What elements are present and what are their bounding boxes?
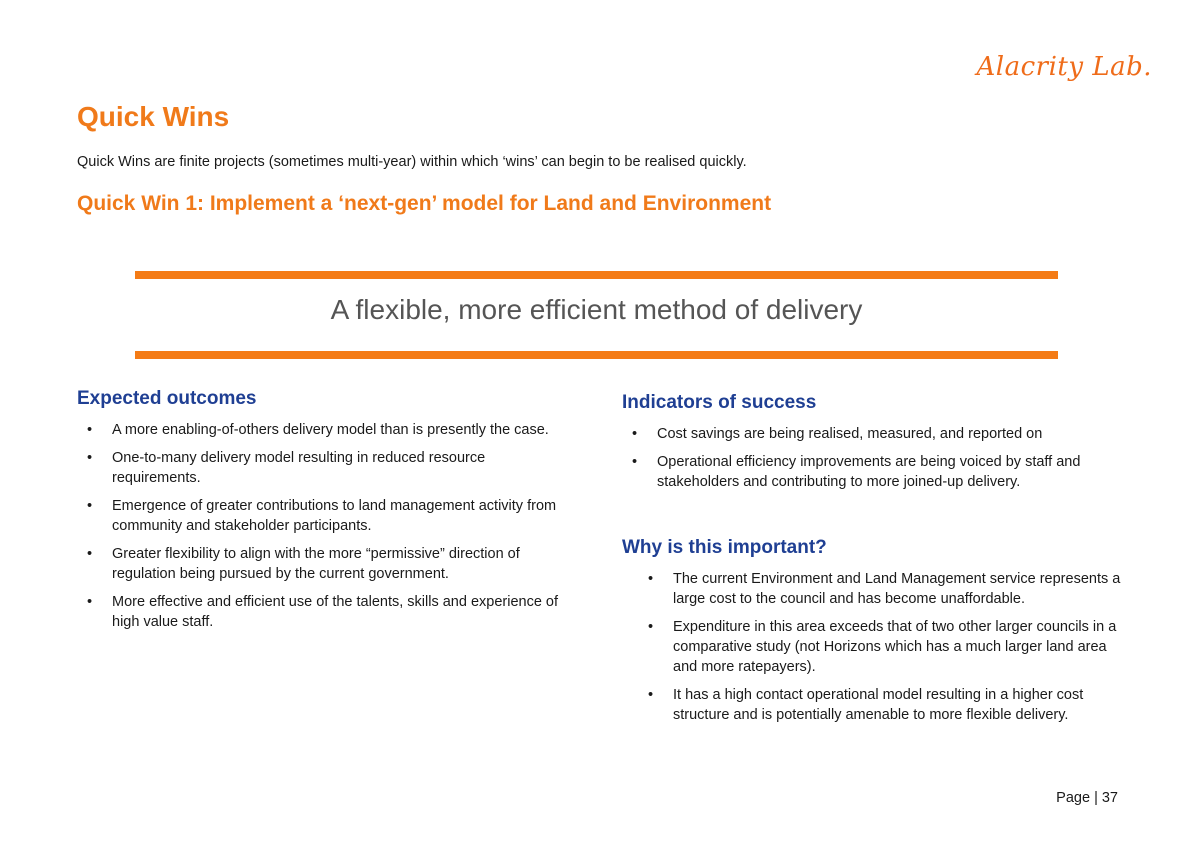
bullet-icon: • xyxy=(632,426,638,442)
list-item xyxy=(77,496,577,536)
bullet-icon: • xyxy=(648,687,654,703)
indicators-section xyxy=(622,392,1132,500)
why-important-list xyxy=(622,569,1132,725)
list-item-text: The current Environment and Land Management service represents a large cost to the council and has become unaffordable. xyxy=(673,571,1121,607)
bullet-icon: • xyxy=(632,454,638,470)
list-item-text: Cost savings are being realised, measured, and reported on xyxy=(657,426,1043,442)
list-item-text: It has a high contact operational model resulting in a higher cost structure and is potentially amenable to more flexible delivery. xyxy=(673,687,1084,723)
bullet-icon: • xyxy=(648,571,654,587)
quick-win-title: Quick Win 1: Implement a ‘next-gen’ model for Land and Environment xyxy=(77,192,772,215)
bullet-icon: • xyxy=(648,619,654,635)
banner-top-rule xyxy=(135,271,1058,279)
list-item xyxy=(622,617,1132,677)
list-item xyxy=(622,685,1132,725)
intro-text: Quick Wins are finite projects (sometimes multi-year) within which ‘wins’ can begin to be realised quickly. xyxy=(77,154,747,170)
why-important-heading: Why is this important? xyxy=(622,537,827,558)
list-item xyxy=(77,544,577,584)
why-important-section xyxy=(622,537,1132,733)
list-item xyxy=(622,452,1132,492)
bullet-icon: • xyxy=(87,594,93,610)
list-item-text: A more enabling-of-others delivery model than is presently the case. xyxy=(112,422,549,438)
list-item-text: Operational efficiency improvements are being voiced by staff and stakeholders and contributing to more joined-up delivery. xyxy=(657,454,1081,490)
list-item xyxy=(77,420,577,440)
list-item-text: Greater flexibility to align with the more “permissive” direction of regulation being pursued by the current government. xyxy=(112,546,520,582)
alacrity-lab-logo: Alacrity Lab. xyxy=(976,52,1152,82)
expected-outcomes-list xyxy=(77,420,577,632)
list-item-text: One-to-many delivery model resulting in reduced resource requirements. xyxy=(112,450,486,486)
bullet-icon: • xyxy=(87,422,93,438)
list-item xyxy=(77,448,577,488)
page-number: Page | 37 xyxy=(1056,790,1118,806)
indicators-heading: Indicators of success xyxy=(622,392,817,413)
list-item-text: More effective and efficient use of the talents, skills and experience of high value staff. xyxy=(112,594,559,630)
indicators-list xyxy=(622,424,1132,492)
list-item xyxy=(77,592,577,632)
expected-outcomes-section xyxy=(77,388,577,640)
list-item xyxy=(622,569,1132,609)
bullet-icon: • xyxy=(87,450,93,466)
list-item-text: Expenditure in this area exceeds that of two other larger councils in a comparative study (not Horizons which has a much larger land area and more ratepayers). xyxy=(673,619,1117,675)
list-item xyxy=(622,424,1132,444)
bullet-icon: • xyxy=(87,498,93,514)
bullet-icon: • xyxy=(87,546,93,562)
banner-bottom-rule xyxy=(135,351,1058,359)
list-item-text: Emergence of greater contributions to land management activity from community and stakeholder participants. xyxy=(112,498,557,534)
page-title: Quick Wins xyxy=(77,101,230,132)
banner-text: A flexible, more efficient method of delivery xyxy=(330,294,863,325)
expected-outcomes-heading: Expected outcomes xyxy=(77,388,257,409)
